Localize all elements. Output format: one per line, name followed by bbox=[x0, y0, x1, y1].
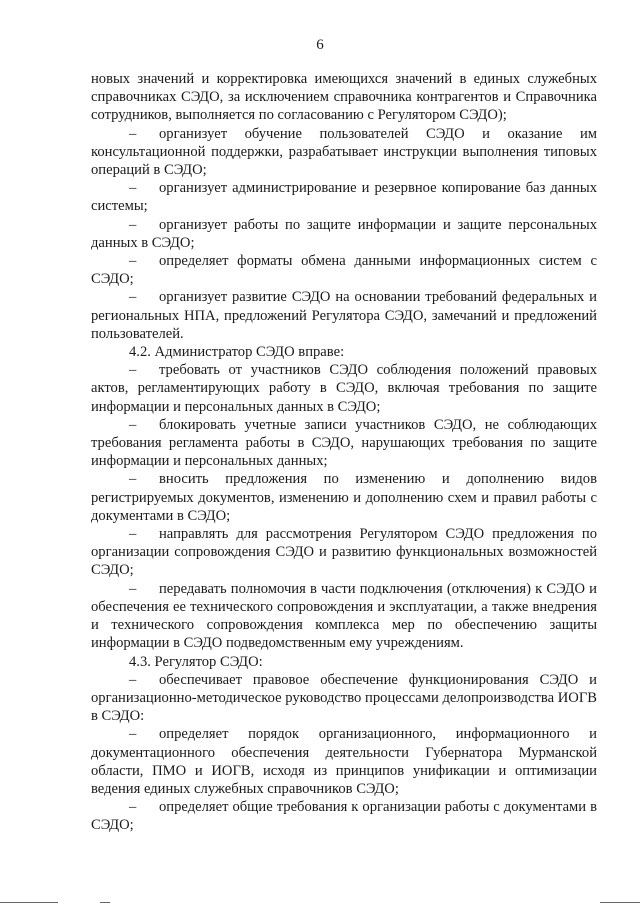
list-item-text: организует работы по защите информации и защите персональных данных в СЭДО; bbox=[91, 216, 597, 251]
list-item bbox=[91, 725, 597, 798]
dash-bullet: – bbox=[129, 580, 137, 597]
page-number: 6 bbox=[316, 37, 324, 53]
dash-bullet: – bbox=[129, 362, 137, 379]
list-item-text: передавать полномочия в части подключения (отключения) к СЭДО и обеспечения ее технического сопровождения и эксплуатации, а также внедрения и технического сопровождения комплекса мер по обеспечению защиты информации в СЭДО подведомственным ему учреждениям. bbox=[91, 580, 597, 652]
section-heading-4-3: 4.3. Регулятор СЭДО: bbox=[129, 653, 263, 670]
list-item bbox=[91, 798, 597, 834]
list-item-text: блокировать учетные записи участников СЭДО, не соблюдающих требования регламента работы в СЭДО, нарушающих требования по защите информации и персональных данных; bbox=[91, 416, 597, 470]
list-item bbox=[91, 125, 597, 180]
admin-duties-list bbox=[91, 125, 597, 343]
list-item-text: определяет форматы обмена данными информационных систем с СЭДО; bbox=[91, 253, 597, 288]
list-item-text: определяет общие требования к организации работы с документами в СЭДО; bbox=[91, 799, 597, 834]
dash-bullet: – bbox=[129, 471, 137, 488]
list-item-text: определяет порядок организационного, информационного и документационного обеспечения деятельности Губернатора Мурманской области, ПМО и ИОГВ, исходя из принципов унификации и оптимизации ведения единых служебных справочников СЭДО; bbox=[91, 726, 597, 797]
dash-bullet: – bbox=[129, 216, 137, 233]
dash-bullet: – bbox=[129, 253, 137, 270]
dash-bullet: – bbox=[129, 671, 137, 688]
list-item-text: организует обучение пользователей СЭДО и оказание им консультационной поддержки, разрабатывает инструкции выполнения типовых операций в СЭДО; bbox=[91, 125, 597, 179]
list-item bbox=[91, 252, 597, 288]
list-item bbox=[91, 470, 597, 525]
footer-rule-mark bbox=[100, 902, 110, 903]
list-item-text: направлять для рассмотрения Регулятором СЭДО предложения по организации сопровождения СЭДО и развитию функциональных возможностей СЭДО; bbox=[91, 526, 597, 579]
dash-bullet: – bbox=[129, 125, 137, 142]
list-item bbox=[91, 416, 597, 471]
dash-bullet: – bbox=[129, 799, 137, 816]
section-heading-4-2: 4.2. Администратор СЭДО вправе: bbox=[129, 344, 345, 361]
regulator-list bbox=[91, 671, 597, 835]
dash-bullet: – bbox=[129, 180, 137, 197]
footer-rule-left bbox=[0, 902, 58, 903]
list-item bbox=[91, 179, 597, 215]
list-item bbox=[91, 671, 597, 726]
list-item bbox=[91, 216, 597, 252]
list-item-text: вносить предложения по изменению и дополнению видов регистрируемых документов, изменению и дополнению схем и правил работы с документами в СЭДО; bbox=[91, 471, 597, 524]
list-item-text: требовать от участников СЭДО соблюдения положений правовых актов, регламентирующих работу в СЭДО, включая требования по защите информации и персональных данных в СЭДО; bbox=[91, 362, 597, 415]
footer-rule-right bbox=[600, 902, 640, 903]
list-item-text: организует развитие СЭДО на основании требований федеральных и региональных НПА, предложений Регулятора СЭДО, замечаний и предложений пользователей. bbox=[91, 289, 597, 342]
dash-bullet: – bbox=[129, 526, 137, 543]
document-body bbox=[91, 70, 597, 835]
dash-bullet: – bbox=[129, 726, 137, 743]
admin-rights-list bbox=[91, 361, 597, 652]
list-item-text: организует администрирование и резервное копирование баз данных системы; bbox=[91, 180, 597, 215]
list-item bbox=[91, 580, 597, 653]
dash-bullet: – bbox=[129, 416, 137, 433]
list-item-text: обеспечивает правовое обеспечение функционирования СЭДО и организационно-методическое руководство процессами делопроизводства ИОГВ в СЭДО: bbox=[91, 671, 597, 725]
dash-bullet: – bbox=[129, 289, 137, 306]
continuation-paragraph: новых значений и корректировка имеющихся значений в единых служебных справочниках СЭДО, за исключением справочника контрагентов и Справочника сотрудников, выполняется по согласованию с Регулятором СЭДО); bbox=[91, 71, 597, 124]
list-item bbox=[91, 288, 597, 343]
list-item bbox=[91, 525, 597, 580]
list-item bbox=[91, 361, 597, 416]
